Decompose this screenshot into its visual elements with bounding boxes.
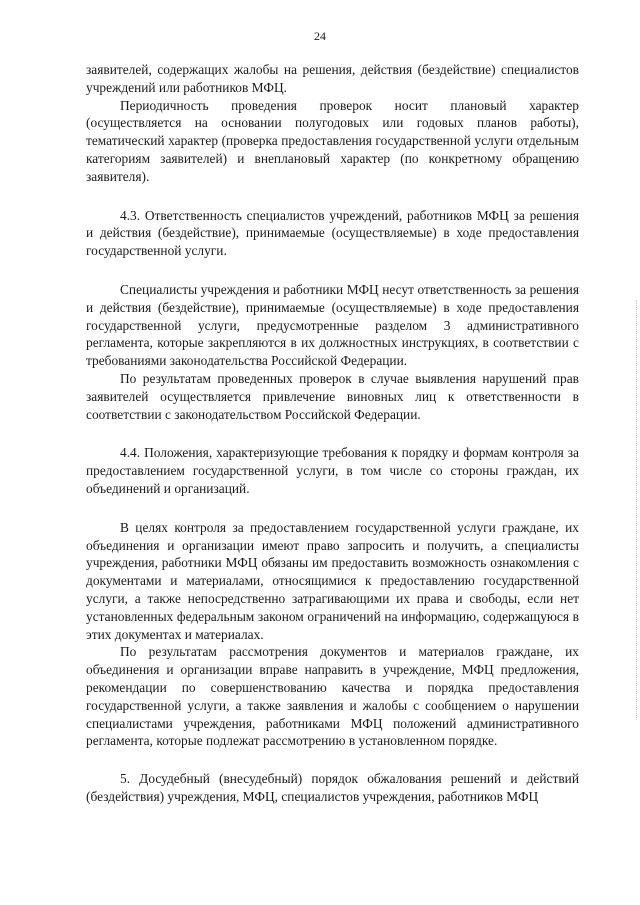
document-body [86, 61, 579, 806]
page-number: 24 [314, 29, 326, 43]
scan-edge-artifact [636, 300, 640, 720]
section-heading-5: 5. Досудебный (внесудебный) порядок обжалования решений и действий (бездействия) учреждения, МФЦ, специалистов учреждения, работников МФЦ [86, 771, 579, 804]
section-heading-4-3: 4.3. Ответственность специалистов учреждений, работников МФЦ за решения и действия (бездействие), принимаемые (осуществляемые) в ходе предоставления государственной услуги. [86, 207, 579, 259]
paragraph-citizen-control: В целях контроля за предоставлением государственной услуги граждане, их объединения и организации имеют право запросить и получить, а специалисты учреждения, работники МФЦ обязаны им предоставить возможность ознакомления с документами и материалами, относящимися к предоставлению государственной услуги, а также непосредственно затрагивающими их права и свободы, если нет установленных федеральным законом ограничений на информацию, содержащуюся в этих документах и материалах. [86, 519, 579, 642]
section-heading-4-4: 4.4. Положения, характеризующие требования к порядку и формам контроля за предоставлением государственной услуги, в том числе со стороны граждан, их объединений и организаций. [86, 445, 579, 496]
paragraph-inspection-frequency: Периодичность проведения проверок носит плановый характер (осуществляется на основании полугодовых или годовых планов работы), тематический характер (проверка предоставления государственной услуги отдельным категориям заявителей) и внеплановый характер (по конкретному обращению заявителя). [86, 97, 579, 184]
paragraph-continuation: заявителей, содержащих жалобы на решения, действия (бездействие) специалистов учреждений или работников МФЦ. [86, 62, 579, 95]
paragraph-responsibility: Специалисты учреждения и работники МФЦ несут ответственность за решения и действия (бездействие), принимаемые (осуществляемые) в ходе предоставления государственной услуги, предусмотренные разделом 3 административного регламента, которые закрепляются в их должностных инструкциях, в соответствии с требованиями законодательства Российской Федерации. [86, 281, 579, 369]
paragraph-review-results: По результатам рассмотрения документов и материалов граждане, их объединения и организации вправе направить в учреждение, МФЦ предложения, рекомендации по совершенствованию качества и порядка предоставления государственной услуги, а также заявления и жалобы с сообщением о нарушении специалистами учреждения, работниками МФЦ положений административного регламента, которые подлежат рассмотрению в установленном порядке. [86, 644, 579, 749]
paragraph-inspection-results: По результатам проведенных проверок в случае выявления нарушений прав заявителей осуществляется привлечение виновных лиц к ответственности в соответствии с законодательством Российской Федерации. [86, 370, 579, 422]
